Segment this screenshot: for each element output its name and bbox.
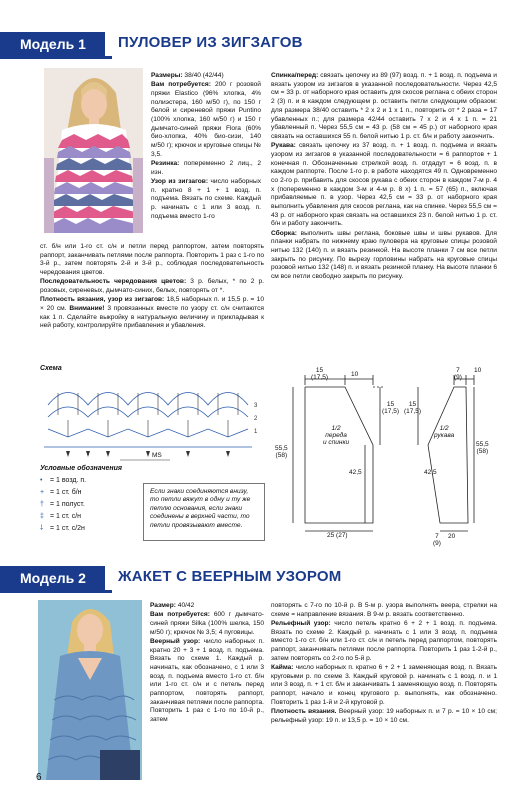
attention-label: Внимание!	[69, 304, 105, 312]
ms-label: MS	[152, 452, 162, 459]
sleeve-top-a: 7 (9)	[454, 367, 462, 381]
scheme-diagram	[40, 375, 280, 463]
sleeves-value: связать цепочку из 37 возд. п. + 1 возд. п. подъема и вязать узором из зигзагов в указанной последовательности = 6 раппортов + 1 конечная п. Обозначенные стрелкой возд. п. отдадут = 6 возд. п. в каждом раппорте. После 1-го р. в работе находятся 49 п. Одновременно со 2-го р. прибавить для скосов рукава с обеих сторон в каждом 7-м р. 4 х (попеременно в каждом 3-м и 4-м р. 8 х) 1 п. = 57 (65) п., включая прибавляемые п. в узор. Через 42,5 см = 33 р. от наборного края выполнить убавления для скосов реглана, как на спинке. Через 55,5 см = 43 р. от наборного края связать на оставшихся 23 п. белой нитью 1 р. ст. б/н и работу закончить.	[271, 142, 497, 228]
fan-value-cont: повторять с 7-го по 10-й р. В 5-м р. узора выполнять веера, стрелки на схеме = направление вязания. В 9-м р. вязать соответственно.	[271, 602, 497, 618]
model1-photo	[44, 68, 143, 233]
sleeve-inner: 42,5	[424, 469, 437, 476]
body-left: 55,5 (58)	[275, 445, 288, 459]
materials-value: 200 г розовой пряжи Elastico (96% хлопка, 4% полиэстера, 160 м/50 г), по 150 г белой и сиреневой пряжи Puntino (100% хлопка, 160 м/50 г) и 150 г дымчато-синей пряжи Flora (60% био-хлопка, 40% био-сизи, 140 м/50 г); крючок и круговые спицы № 3,5.	[151, 81, 261, 158]
relief-label: Рельефный узор:	[271, 619, 331, 627]
materials2-value: 600 г дымчато-синей пряжи Silka (100% шелка, 150 м/50 г); крючок № 3,5; 4 пуговицы.	[150, 611, 264, 636]
materials-label: Вам потребуется:	[151, 81, 211, 89]
sizes-label: Размеры:	[151, 72, 183, 79]
model2-photo	[38, 600, 142, 780]
model1-text-top	[151, 72, 261, 242]
zigzag-label: Узор из зигзагов:	[151, 177, 209, 185]
density2-value: Веерный узор: 19 наборных п. и 7 р. = 10 × 10 см; рельефный узор: 19 п. и 13,5 р. = 10 × 10 см.	[271, 707, 497, 724]
fan-value: число наборных п. кратно 20 + 3 + 1 возд. п. подъема. Вязать по схеме 1. Каждый р. начинать, как обозначено, с 1 или 3 возд. п. подъема вместо 1-го ст. б/н или 1-го ст. с/н и с петель перед раппортом, повторять раппорт, заканчивая петлями после раппорта. Повторить 1 раз с 1-го по 10-й р., затем	[150, 637, 264, 724]
body-inner: 42,5	[349, 469, 362, 476]
legend-item: ⸸ = 1 ст. с/2н	[40, 525, 85, 532]
pattern-body	[275, 365, 400, 540]
page-number: 6	[36, 772, 42, 783]
legend	[40, 463, 140, 535]
assembly-value: выполнить швы реглана, боковые швы и швы рукавов. Для планки набрать по нижнему краю пуловера на круговые спицы розовой нитью 132 (140) п. и вязать резинкой. На высоте планки 7 см все петли закрыть по рисунку. По вырезу горловины набрать на круговые спицы розовой нитью 132 (148) п. и вязать резинкой планку. На высоте планки 6 см все петли свободно закрыть по рисунку.	[271, 229, 497, 281]
body-bottom: 25 (27)	[327, 532, 348, 539]
sleeves-label: Рукава:	[271, 142, 296, 150]
size-value: 40/42	[177, 602, 195, 609]
svg-text:2: 2	[254, 416, 258, 422]
edge-label: Кайма:	[271, 663, 294, 671]
fan-label: Веерный узор:	[150, 637, 201, 645]
body-top-a: 15 (17,5)	[311, 367, 328, 381]
model1-title: ПУЛОВЕР ИЗ ЗИГЗАГОВ	[118, 34, 303, 51]
model2-text-right	[271, 602, 497, 782]
legend-item: ‡ = 1 ст. с/н	[40, 513, 82, 520]
legend-item: + = 1 ст. б/н	[40, 489, 82, 496]
relief-value: число петель кратно 6 + 2 + 1 возд. п. подъема. Вязать по схеме 2. Каждый р. начинать с 1 или 3 возд. п. подъема вместо 1-го ст. б/н или 1-го ст. с/н и петель перед раппортом, повторять раппорт, заканчивать петлями после раппорта. Повторить 1 раз 1-2-й р., затем повторять со 2-го по 5-й р.	[271, 619, 497, 662]
rib-label: Резинка:	[151, 160, 180, 168]
legend-item: † = 1 полуст.	[40, 501, 85, 508]
model2-text-left	[150, 602, 264, 782]
back-front-value: связать цепочку из 89 (97) возд. п. + 1 возд. п. подъема и вязать узором из зигзагов в указанной последовательности. Через 42,5 см = 33 р. от наборного края оставить для скосов реглана с обеих сторон 2 (3) п. и в каждом следующем р. оставить петли следующим образом: для размера 38/40 оставить * 2 х 2 и 1 х 1 п., повторить от * 2 раза = 17 убавленных п.; для размера 42/44 оставить 7 х 2 и 4 х 1 п. = 21 убавленный п. Через 55,5 см = 43 р. (58 см = 45 р.) от наборного края связать на оставшихся 55 п. белой нитью 1 р. ст. б/н и работу закончить.	[271, 72, 497, 140]
body-side-a: 15 (17,5)	[382, 401, 399, 415]
model1-label: Модель 1	[0, 32, 105, 56]
legend-item: • = 1 возд. п.	[40, 477, 87, 484]
size-label: Размер:	[150, 602, 176, 609]
header-underline	[0, 590, 112, 593]
edge-value: число наборных п. кратно 6 + 2 + 1 заменяющая возд. п. Вязать круговыми р. по схеме 3. Каждый круговой р. начинать с 1 возд. п. и 1 или 3 возд. п. + 1 ст. б/н и заканчивать 1 заменяющую возд. п. Повторять раппорт, начало и конец кругового р. выполнять, как обозначено. Повторить 1 раз 1-й и 2-й круговой р.	[271, 663, 497, 706]
model2-label: Модель 2	[0, 566, 105, 590]
sleeve-label: 1/2 рукава	[434, 425, 455, 439]
attention-value: 3 провязанных вместе по узору ст. с/н считаются как 1 п. Сделайте выкройку в натуральную величину и прикладывая к ней работу, контролируйте прибавления и убавления.	[40, 304, 264, 330]
svg-text:3: 3	[254, 403, 258, 409]
scheme-label: Схема	[40, 365, 62, 372]
back-front-label: Спинка/перед:	[271, 72, 319, 79]
sequence-label: Последовательность чередования цветов:	[40, 278, 187, 286]
zigzag-value: число наборных п. кратно 8 + 1 + 1 возд. п. подъема. Вязать по схеме. Каждый р. начинать с 1 или 3 возд. п. подъема вместо 1-го	[151, 177, 261, 220]
header-underline	[0, 56, 112, 59]
sizes-value: 38/40 (42/44)	[184, 72, 224, 79]
sleeve-bottom-a: 7 (9)	[433, 533, 441, 547]
pattern-sleeve	[404, 365, 504, 550]
body-label: 1/2 переда и спинки	[323, 425, 350, 446]
zigzag-value-cont: ст. б/н или 1-го ст. с/н и петли перед раппортом, затем повторять раппорт, заканчивать петлями после раппорта. Повторить 1 раз с 1-го по 3-й р., затем повторять 2-й и 3-й р., соблюдая последовательность чередования цветов.	[40, 243, 264, 277]
rib-value: попеременно 2 лиц., 2 изн.	[151, 160, 261, 176]
svg-text:1: 1	[254, 429, 258, 435]
sleeve-side-a: 15 (17,5)	[404, 401, 421, 415]
model2-title: ЖАКЕТ С ВЕЕРНЫМ УЗОРОМ	[118, 568, 342, 585]
body-top-b: 10	[351, 371, 359, 378]
assembly-label: Сборка:	[271, 229, 297, 237]
sleeve-right: 55,5 (58)	[476, 441, 489, 455]
materials2-label: Вам потребуется:	[150, 611, 210, 619]
sleeve-top-b: 10	[474, 367, 482, 374]
density2-label: Плотность вязания.	[271, 707, 337, 715]
density-label: Плотность вязания, узор из зигзагов:	[40, 296, 165, 304]
model1-text-right	[271, 72, 497, 362]
density-value: 18,5 наборных п. и 15,5 р. = 10 × 20 см.	[40, 296, 264, 312]
model1-text-bottom	[40, 243, 264, 355]
legend-title: Условные обозначения	[40, 465, 123, 472]
sleeve-bottom-b: 20	[448, 533, 456, 540]
symbol-note: Если знаки соединяются внизу, то петли вяжут в одну и ту же петлю основания, если знаки соединены в верхней части, то петли провязывают вместе.	[143, 483, 265, 541]
crochet-scheme	[40, 365, 280, 465]
sequence-value: 3 р. белых, * по 2 р. розовых, сиреневых, дымчато-синих, белых, повторять от *.	[40, 278, 264, 295]
